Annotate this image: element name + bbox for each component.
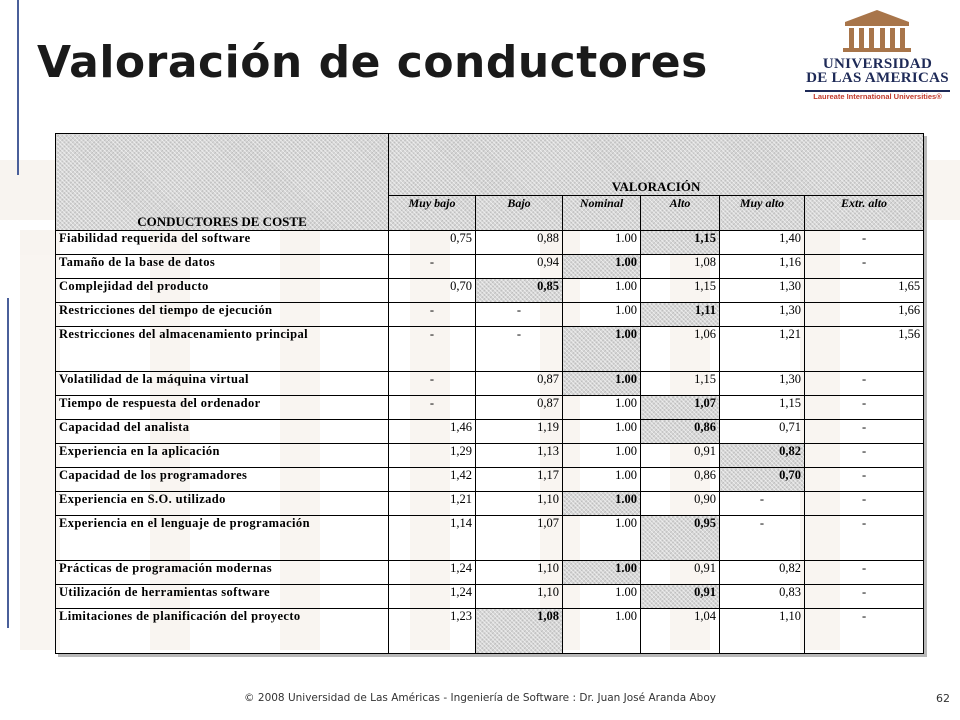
rating-value: 1,08 xyxy=(641,255,720,279)
rating-value: 1,10 xyxy=(476,561,563,585)
rating-value: 1,24 xyxy=(389,561,476,585)
rating-value-selected: 0,95 xyxy=(641,516,720,561)
rating-value: 1,21 xyxy=(720,327,805,372)
rating-value: 1,66 xyxy=(805,303,924,327)
rating-value: 1,24 xyxy=(389,585,476,609)
footer-copyright: © 2008 Universidad de Las Américas - Ingeniería de Software : Dr. Juan José Aranda Aboy xyxy=(244,692,716,704)
rating-value-selected: 1,07 xyxy=(641,396,720,420)
rating-value: - xyxy=(805,231,924,255)
driver-name: Utilización de herramientas software xyxy=(56,585,389,609)
rating-value: - xyxy=(805,255,924,279)
rating-value: 0,70 xyxy=(389,279,476,303)
rating-value: 0,90 xyxy=(641,492,720,516)
rating-value-selected: 0,82 xyxy=(720,444,805,468)
rating-value: 1,14 xyxy=(389,516,476,561)
header-cost-drivers-label: CONDUCTORES DE COSTE xyxy=(137,214,307,229)
rating-value: - xyxy=(389,255,476,279)
driver-name: Experiencia en la aplicación xyxy=(56,444,389,468)
driver-name: Tiempo de respuesta del ordenador xyxy=(56,396,389,420)
rating-value: 0,87 xyxy=(476,396,563,420)
rating-value-selected: 0,86 xyxy=(641,420,720,444)
rating-value: 1.00 xyxy=(563,585,641,609)
rating-value: - xyxy=(805,585,924,609)
rating-value: 1,56 xyxy=(805,327,924,372)
rating-value: - xyxy=(805,516,924,561)
table-row xyxy=(56,231,924,255)
driver-name: Capacidad del analista xyxy=(56,420,389,444)
rating-value: 1,42 xyxy=(389,468,476,492)
rating-value: 1.00 xyxy=(563,279,641,303)
header-level: Extr. alto xyxy=(805,196,924,231)
table-row xyxy=(56,585,924,609)
rating-value-selected: 1.00 xyxy=(563,372,641,396)
table-row xyxy=(56,468,924,492)
rating-value: - xyxy=(720,516,805,561)
header-level: Muy alto xyxy=(720,196,805,231)
rating-value: 1.00 xyxy=(563,303,641,327)
rating-value: - xyxy=(476,303,563,327)
rating-value: - xyxy=(389,327,476,372)
table-row xyxy=(56,396,924,420)
rating-value: - xyxy=(389,303,476,327)
header-level: Nominal xyxy=(563,196,641,231)
rating-value: 1,10 xyxy=(476,492,563,516)
rating-value: - xyxy=(805,468,924,492)
table-row xyxy=(56,444,924,468)
rating-value: 0,87 xyxy=(476,372,563,396)
table-row xyxy=(56,255,924,279)
header-level: Muy bajo xyxy=(389,196,476,231)
rating-value: 1.00 xyxy=(563,396,641,420)
rating-value: - xyxy=(805,372,924,396)
driver-name: Fiabilidad requerida del software xyxy=(56,231,389,255)
rating-value: - xyxy=(805,420,924,444)
table-row xyxy=(56,516,924,561)
rating-value: 1,15 xyxy=(641,372,720,396)
driver-name: Restricciones del almacenamiento principal xyxy=(56,327,389,372)
rating-value: 1,19 xyxy=(476,420,563,444)
rating-value: - xyxy=(805,609,924,654)
rating-value: 1,30 xyxy=(720,372,805,396)
rating-value: 1,21 xyxy=(389,492,476,516)
rating-value: 1,46 xyxy=(389,420,476,444)
rating-value-selected: 1,11 xyxy=(641,303,720,327)
building-icon xyxy=(805,6,950,56)
rating-value: 0,94 xyxy=(476,255,563,279)
driver-name: Prácticas de programación modernas xyxy=(56,561,389,585)
table-row xyxy=(56,327,924,372)
rating-value: 0,91 xyxy=(641,444,720,468)
rating-value: - xyxy=(805,396,924,420)
driver-name: Experiencia en el lenguaje de programación xyxy=(56,516,389,561)
table-body xyxy=(56,231,924,654)
rating-value: 1.00 xyxy=(563,609,641,654)
rating-value: 0,75 xyxy=(389,231,476,255)
rating-value: 0,71 xyxy=(720,420,805,444)
rating-value: 1,10 xyxy=(476,585,563,609)
rating-value: 1,10 xyxy=(720,609,805,654)
left-accent-line xyxy=(17,0,19,175)
rating-value: - xyxy=(805,444,924,468)
rating-value-selected: 1.00 xyxy=(563,255,641,279)
rating-value: - xyxy=(389,396,476,420)
rating-value: 1,07 xyxy=(476,516,563,561)
rating-value-selected: 1,15 xyxy=(641,231,720,255)
rating-value-selected: 0,70 xyxy=(720,468,805,492)
rating-value: 0,83 xyxy=(720,585,805,609)
header-level: Bajo xyxy=(476,196,563,231)
rating-value: 1.00 xyxy=(563,420,641,444)
rating-value: 1,04 xyxy=(641,609,720,654)
rating-value: 1,06 xyxy=(641,327,720,372)
table-row xyxy=(56,609,924,654)
rating-value: - xyxy=(720,492,805,516)
rating-value: - xyxy=(805,492,924,516)
university-logo xyxy=(805,6,950,102)
driver-name: Restricciones del tiempo de ejecución xyxy=(56,303,389,327)
table-row xyxy=(56,303,924,327)
driver-name: Complejidad del producto xyxy=(56,279,389,303)
rating-value: 1.00 xyxy=(563,468,641,492)
rating-value: - xyxy=(476,327,563,372)
rating-value: 1,23 xyxy=(389,609,476,654)
rating-value: 1,15 xyxy=(720,396,805,420)
table-row xyxy=(56,420,924,444)
rating-value-selected: 1.00 xyxy=(563,492,641,516)
page-title: Valoración de conductores xyxy=(37,37,708,88)
rating-value: 1,30 xyxy=(720,279,805,303)
rating-value: 0,91 xyxy=(641,561,720,585)
table-row xyxy=(56,279,924,303)
cost-drivers-table xyxy=(55,133,924,654)
driver-name: Tamaño de la base de datos xyxy=(56,255,389,279)
logo-line-2: DE LAS AMERICAS xyxy=(806,70,949,86)
rating-value: 0,82 xyxy=(720,561,805,585)
driver-name: Capacidad de los programadores xyxy=(56,468,389,492)
rating-value: 1.00 xyxy=(563,444,641,468)
rating-value: 1,30 xyxy=(720,303,805,327)
rating-value: 1,13 xyxy=(476,444,563,468)
logo-line-1: UNIVERSIDAD xyxy=(822,56,933,72)
rating-value-selected: 1.00 xyxy=(563,561,641,585)
table-row xyxy=(56,492,924,516)
rating-value: - xyxy=(389,372,476,396)
rating-value-selected: 1.00 xyxy=(563,327,641,372)
rating-value: 1,17 xyxy=(476,468,563,492)
rating-value: - xyxy=(805,561,924,585)
rating-value: 1,16 xyxy=(720,255,805,279)
rating-value: 0,86 xyxy=(641,468,720,492)
rating-value: 1,65 xyxy=(805,279,924,303)
rating-value: 1,40 xyxy=(720,231,805,255)
header-rating xyxy=(389,134,924,196)
logo-subtitle: Laureate International Universities® xyxy=(813,92,942,101)
rating-value: 1,15 xyxy=(641,279,720,303)
rating-value-selected: 0,85 xyxy=(476,279,563,303)
table-row xyxy=(56,561,924,585)
driver-name: Limitaciones de planificación del proyecto xyxy=(56,609,389,654)
rating-value: 0,88 xyxy=(476,231,563,255)
rating-value: 1.00 xyxy=(563,231,641,255)
header-rating-label: VALORACIÓN xyxy=(611,179,701,194)
header-cost-drivers xyxy=(56,134,389,231)
rating-value-selected: 0,91 xyxy=(641,585,720,609)
driver-name: Volatilidad de la máquina virtual xyxy=(56,372,389,396)
cost-drivers-table-container xyxy=(55,133,923,663)
header-level: Alto xyxy=(641,196,720,231)
rating-value-selected: 1,08 xyxy=(476,609,563,654)
driver-name: Experiencia en S.O. utilizado xyxy=(56,492,389,516)
page-number: 62 xyxy=(936,692,950,705)
rating-value: 1.00 xyxy=(563,516,641,561)
rating-value: 1,29 xyxy=(389,444,476,468)
left-accent-line-lower xyxy=(7,298,9,628)
table-row xyxy=(56,372,924,396)
